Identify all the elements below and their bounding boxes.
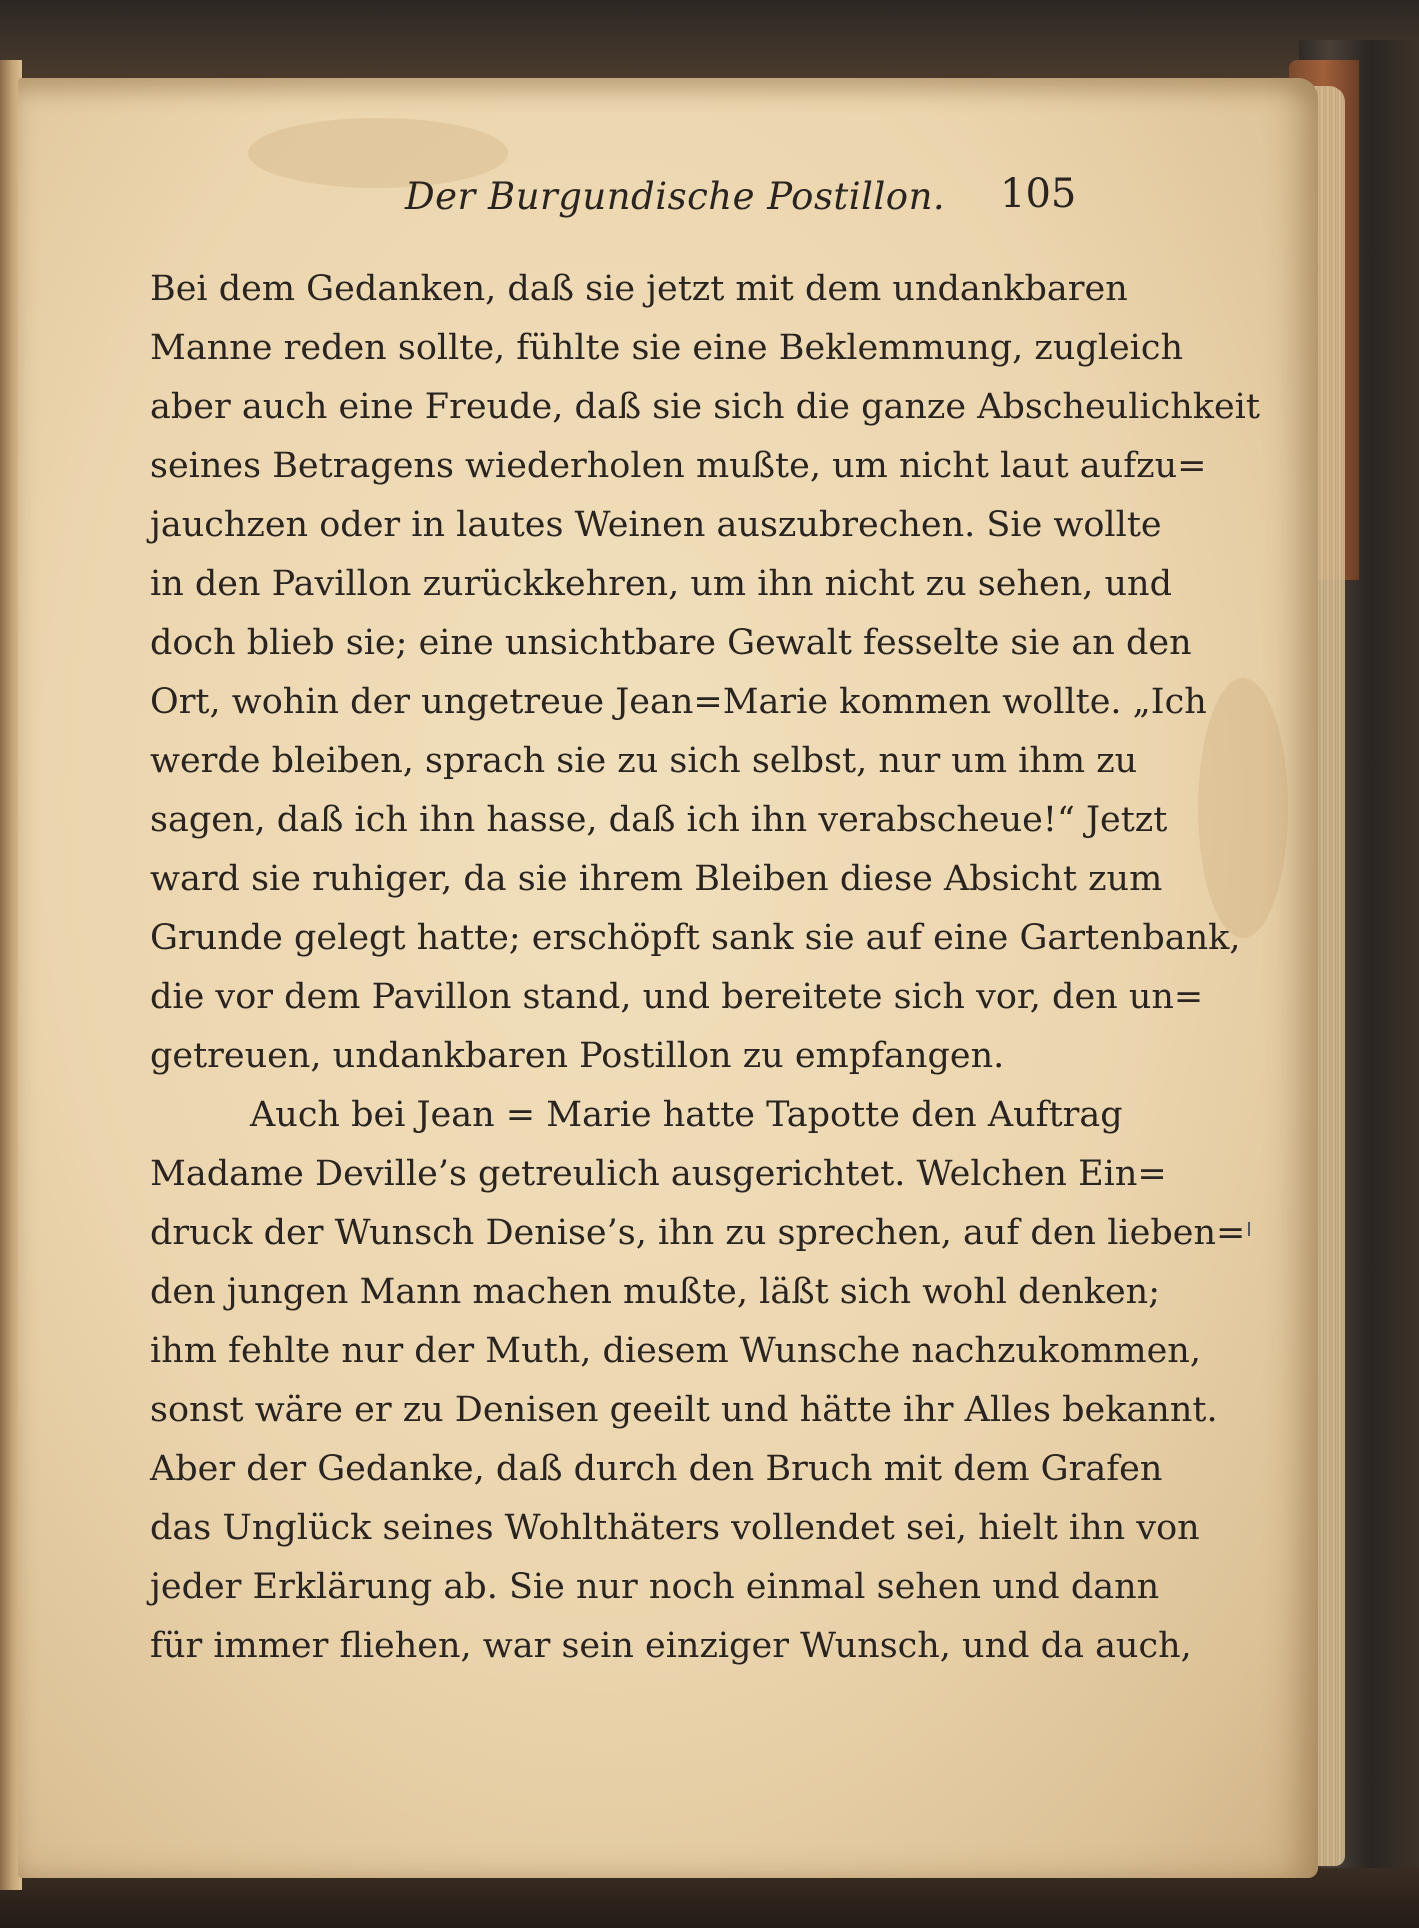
text-line: den jungen Mann machen mußte, läßt sich wohl denken; <box>150 1272 1160 1312</box>
page-text <box>150 165 1260 1666</box>
text-line: jauchzen oder in lautes Weinen auszubrechen. Sie wollte <box>150 505 1162 545</box>
page-number: 105 <box>1000 171 1077 217</box>
text-line: seines Betragens wiederholen mußte, um nicht laut aufzu= <box>150 446 1207 486</box>
text-line: werde bleiben, sprach sie zu sich selbst, nur um ihm zu <box>150 741 1138 781</box>
text-line: Bei dem Gedanken, daß sie jetzt mit dem undankbaren <box>150 269 1128 309</box>
text-line: Auch bei Jean = Marie hatte Tapotte den Auftrag <box>250 1095 1123 1135</box>
margin-mark <box>1248 1222 1250 1236</box>
text-line: Aber der Gedanke, daß durch den Bruch mit dem Grafen <box>150 1449 1163 1489</box>
text-line: getreuen, undankbaren Postillon zu empfangen. <box>150 1036 1005 1076</box>
text-line: doch blieb sie; eine unsichtbare Gewalt fesselte sie an den <box>150 623 1192 663</box>
text-line: Grunde gelegt hatte; erschöpft sank sie auf eine Gartenbank, <box>150 918 1241 958</box>
text-line: das Unglück seines Wohlthäters vollendet sei, hielt ihn von <box>150 1508 1200 1548</box>
text-line: aber auch eine Freude, daß sie sich die ganze Abscheulichkeit <box>150 387 1260 427</box>
book-cover-top <box>0 0 1419 80</box>
text-line: für immer fliehen, war sein einziger Wunsch, und da auch, <box>150 1626 1192 1666</box>
text-line: Manne reden sollte, fühlte sie eine Beklemmung, zugleich <box>150 328 1184 368</box>
text-line: ward sie ruhiger, da sie ihrem Bleiben diese Absicht zum <box>150 859 1163 899</box>
text-line: ihm fehlte nur der Muth, diesem Wunsche nachzukommen, <box>150 1331 1201 1371</box>
text-line: sonst wäre er zu Denisen geeilt und hätte ihr Alles bekannt. <box>150 1390 1218 1430</box>
paper-stain <box>1198 678 1288 938</box>
text-line: die vor dem Pavillon stand, und bereitete sich vor, den un= <box>150 977 1204 1017</box>
text-line: jeder Erklärung ab. Sie nur noch einmal sehen und dann <box>150 1567 1160 1607</box>
text-line: druck der Wunsch Denise’s, ihn zu sprechen, auf den lieben= <box>150 1213 1246 1253</box>
running-title: Der Burgundische Postillon. <box>405 175 946 218</box>
text-line: Ort, wohin der ungetreue Jean=Marie kommen wollte. „Ich <box>150 682 1207 722</box>
text-line: Madame Deville’s getreulich ausgerichtet. Welchen Ein= <box>150 1154 1167 1194</box>
text-line: in den Pavillon zurückkehren, um ihn nicht zu sehen, und <box>150 564 1172 604</box>
page-header <box>150 165 1090 243</box>
text-line: sagen, daß ich ihn hasse, daß ich ihn verabscheue!“ Jetzt <box>150 800 1168 840</box>
